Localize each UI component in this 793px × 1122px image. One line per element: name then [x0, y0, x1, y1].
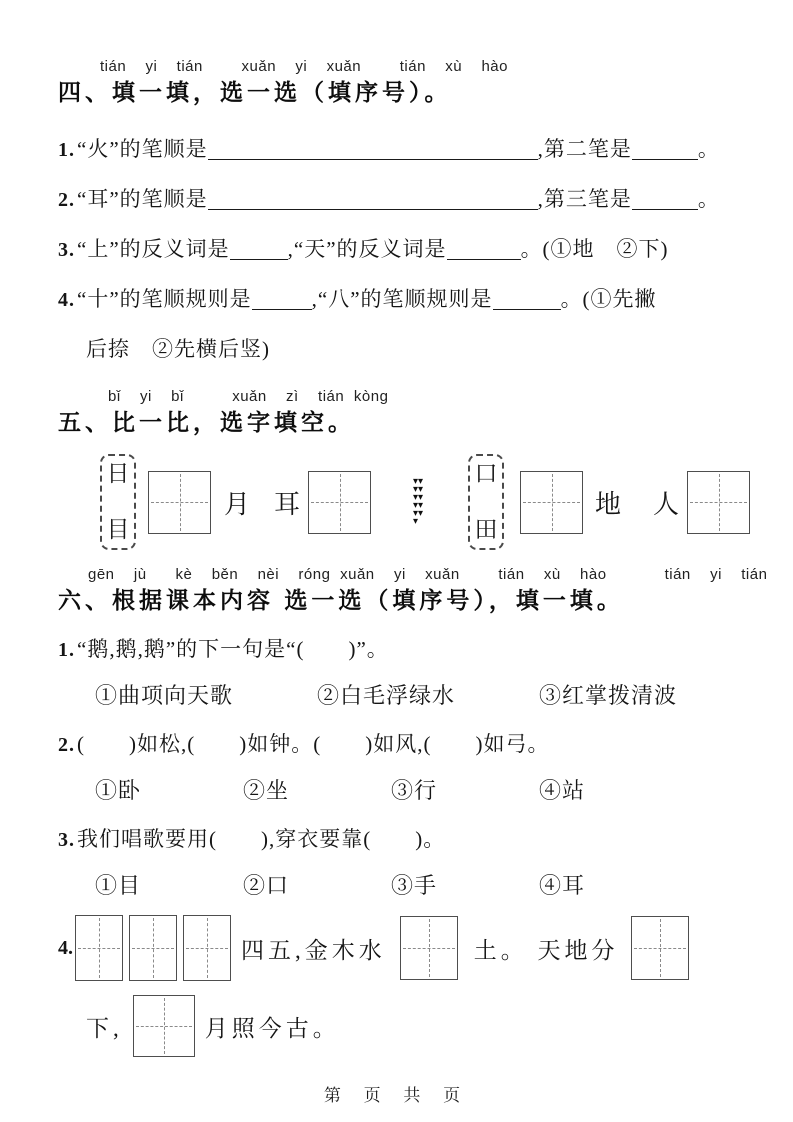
- grid-horizontal-guide: [186, 948, 228, 949]
- choice-character: 日: [106, 461, 130, 486]
- section-4-header: [58, 58, 737, 108]
- question-text: 四五,金木水: [241, 937, 386, 963]
- question-text: 。(①先撇: [560, 287, 657, 311]
- option-item: ④耳: [539, 873, 586, 898]
- given-character: 地: [595, 489, 622, 519]
- option-item: ①目: [95, 873, 142, 898]
- answer-blank[interactable]: [447, 244, 521, 260]
- s6-q2-options: [95, 776, 737, 806]
- section-4-title: 四、填一填，选一选（填序号）。: [58, 79, 452, 105]
- grid-horizontal-guide: [136, 1026, 192, 1027]
- answer-blank[interactable]: [252, 294, 312, 310]
- option-item: ③行: [391, 778, 438, 803]
- question-text: “鹅,鹅,鹅”的下一句是“( )”。: [77, 637, 389, 661]
- question-text: 。: [697, 187, 720, 211]
- section-5: [58, 388, 737, 550]
- question-text: 。(①地 ②下): [520, 237, 669, 261]
- grid-horizontal-guide: [523, 502, 580, 503]
- s6-question-2: [58, 729, 737, 760]
- s6-q3-options: [95, 871, 737, 901]
- s4-question-3: [58, 234, 737, 265]
- grid-horizontal-guide: [132, 948, 174, 949]
- question-text: ( )如松,( )如钟。( )如风,( )如弓。: [77, 732, 550, 756]
- given-character: 月: [224, 489, 251, 519]
- answer-blank[interactable]: [208, 144, 538, 160]
- section-6: [58, 566, 768, 1057]
- question-text: ,“八”的笔顺规则是: [311, 287, 493, 311]
- writing-grid[interactable]: [520, 471, 583, 534]
- writing-grid[interactable]: [75, 915, 123, 981]
- choice-character: 目: [106, 517, 130, 542]
- question-text: “火”的笔顺是: [77, 137, 208, 161]
- section-5-title: 五、比一比，选字填空。: [58, 409, 355, 435]
- grid-horizontal-guide: [690, 502, 747, 503]
- choice-character: 田: [474, 517, 498, 542]
- section-6-title: 六、根据课本内容 选一选（填序号），填一填。: [58, 587, 624, 613]
- question-number: 3.: [58, 829, 75, 851]
- answer-blank[interactable]: [230, 244, 288, 260]
- question-number: 4.: [58, 289, 75, 311]
- writing-grid[interactable]: [687, 471, 750, 534]
- grid-horizontal-guide: [311, 502, 368, 503]
- option-item: ③红掌拨清波: [539, 683, 678, 708]
- question-number: 1.: [58, 639, 75, 661]
- s6-question-1: [58, 634, 737, 665]
- choice-character: 口: [474, 461, 498, 486]
- grid-horizontal-guide: [78, 948, 120, 949]
- question-text: 。: [697, 137, 720, 161]
- writing-grid[interactable]: [400, 916, 458, 980]
- section-4-pinyin: tián yi tián xuǎn yi xuǎn tián xù hào: [100, 58, 508, 75]
- writing-grid[interactable]: [183, 915, 231, 981]
- question-text: ,“天”的反义词是: [287, 237, 447, 261]
- option-item: ④站: [539, 778, 586, 803]
- question-number: 4.: [58, 936, 73, 959]
- writing-grid[interactable]: [308, 471, 371, 534]
- question-text: 后捺 ②先横后竖): [86, 337, 270, 361]
- s6-question-4-line2: [86, 995, 737, 1057]
- writing-grid[interactable]: [133, 995, 195, 1057]
- s4-question-2: [58, 184, 737, 215]
- character-choice-box-kou-tian: [468, 454, 504, 550]
- section-5-header: [58, 388, 737, 438]
- s6-question-4: [58, 915, 737, 981]
- question-text: 月照今古。: [204, 1015, 340, 1041]
- answer-blank[interactable]: [632, 194, 698, 210]
- answer-blank[interactable]: [208, 194, 538, 210]
- question-number: 1.: [58, 139, 75, 161]
- question-number: 2.: [58, 189, 75, 211]
- writing-grid-group: [75, 915, 231, 981]
- question-number: 3.: [58, 239, 75, 261]
- question-text: ,第三笔是: [537, 187, 632, 211]
- s4-question-1: [58, 134, 737, 165]
- given-character: 耳: [274, 489, 301, 519]
- question-text: 土。 天地分: [473, 937, 619, 963]
- page-footer: 第 页 共 页: [323, 1086, 470, 1105]
- grid-horizontal-guide: [151, 502, 208, 503]
- grid-horizontal-guide: [403, 948, 455, 949]
- option-item: ①曲项向天歌: [95, 683, 234, 708]
- question-text: 下,: [86, 1015, 123, 1041]
- s4-question-4: [58, 284, 737, 315]
- section-6-header: [58, 566, 768, 616]
- s4-question-4-line2: [86, 334, 737, 364]
- option-item: ②坐: [243, 778, 290, 803]
- given-character: 人: [653, 489, 680, 519]
- question-number: 2.: [58, 734, 75, 756]
- writing-grid[interactable]: [631, 916, 689, 980]
- down-arrows-divider-icon: ▾▾▾▾▾▾▾▾▾▾▾: [413, 476, 424, 527]
- s5-exercise-row: [100, 454, 737, 550]
- writing-grid[interactable]: [129, 915, 177, 981]
- option-item: ①卧: [95, 778, 142, 803]
- grid-horizontal-guide: [634, 948, 686, 949]
- character-choice-box-ri-mu: [100, 454, 136, 550]
- section-5-pinyin: bǐ yi bǐ xuǎn zì tián kòng: [108, 388, 389, 405]
- section-6-pinyin: gēn jù kè běn nèi róng xuǎn yi xuǎn tián xù hào tián yi tián: [88, 566, 768, 583]
- answer-blank[interactable]: [632, 144, 698, 160]
- question-text: 我们唱歌要用( ),穿衣要靠( )。: [77, 827, 446, 851]
- question-text: “十”的笔顺规则是: [77, 287, 252, 311]
- question-text: ,第二笔是: [537, 137, 632, 161]
- section-4: [58, 58, 737, 364]
- answer-blank[interactable]: [493, 294, 561, 310]
- s6-question-3: [58, 824, 737, 855]
- option-item: ③手: [391, 873, 438, 898]
- option-item: ②白毛浮绿水: [317, 683, 456, 708]
- question-text: “耳”的笔顺是: [77, 187, 208, 211]
- option-item: ②口: [243, 873, 290, 898]
- question-text: “上”的反义词是: [77, 237, 230, 261]
- writing-grid[interactable]: [148, 471, 211, 534]
- s6-q1-options: [95, 681, 737, 711]
